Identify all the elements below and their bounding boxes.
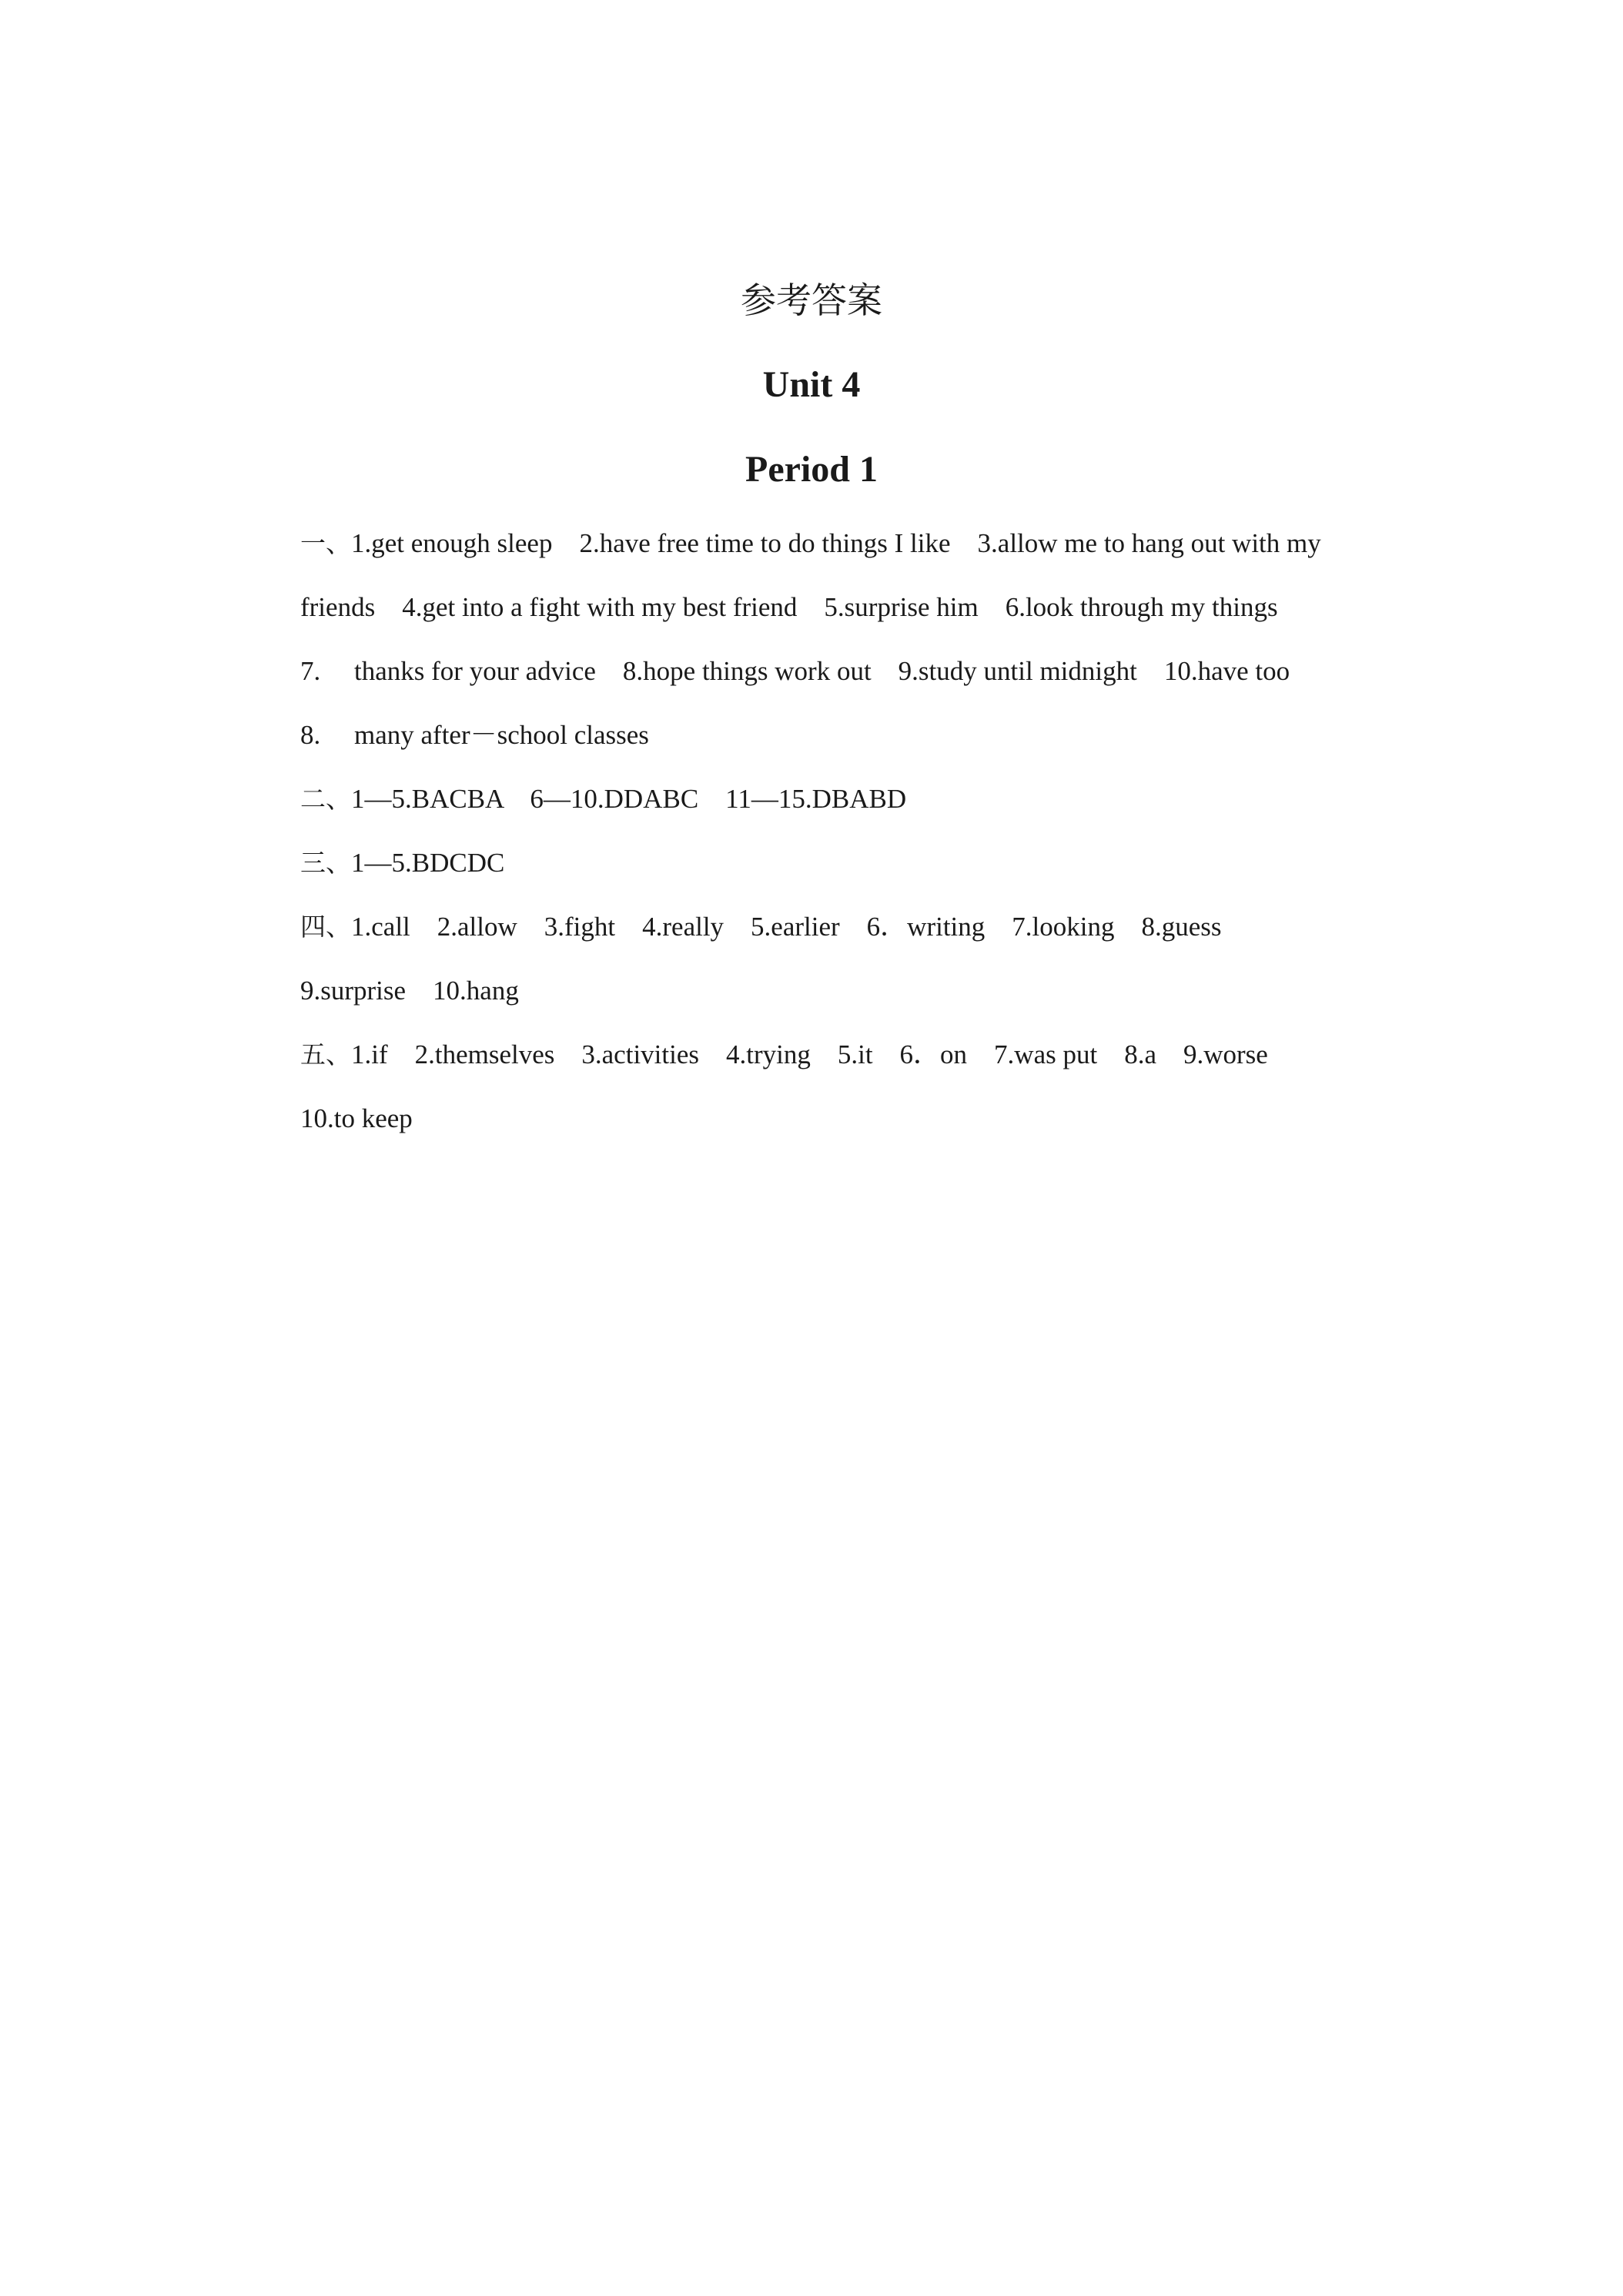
answer-text: 1.get enough sleep 2.have free time to do things I like 3.allow me to hang out with my — [351, 528, 1321, 558]
section-label: 三、 — [300, 848, 351, 878]
section-label: 二、 — [300, 784, 351, 814]
answer-line — [300, 524, 1394, 587]
answer-line — [300, 843, 1394, 907]
answer-line — [300, 779, 1394, 843]
unit-heading: Unit 4 — [762, 364, 861, 405]
answer-line — [300, 971, 1394, 1035]
section-label: 五、 — [300, 1039, 351, 1069]
answer-line — [300, 715, 1394, 779]
section-label: 一、 — [300, 528, 351, 558]
answer-line — [300, 587, 1394, 651]
answer-line — [300, 1099, 1394, 1163]
section-label: 四、 — [300, 912, 351, 942]
answer-text: 8. many after－school classes — [300, 720, 649, 750]
answer-list — [300, 524, 1394, 1163]
period-heading: Period 1 — [745, 449, 878, 490]
answer-line — [300, 1035, 1394, 1099]
answer-text: 1—5.BDCDC — [351, 848, 505, 878]
answer-line — [300, 907, 1394, 971]
answer-text: 9.surprise 10.hang — [300, 976, 519, 1006]
answer-text: 1—5.BACBA 6—10.DDABC 11—15.DBABD — [351, 784, 907, 814]
page-title: 参考答案 — [741, 279, 882, 321]
answer-text: 1.call 2.allow 3.fight 4.really 5.earlier 6．writing 7.looking 8.guess — [351, 912, 1222, 942]
answer-text: 10.to keep — [300, 1103, 413, 1133]
answer-text: 7. thanks for your advice 8.hope things work out 9.study until midnight 10.have too — [300, 656, 1290, 686]
answer-text: 1.if 2.themselves 3.activities 4.trying 5.it 6．on 7.was put 8.a 9.worse — [351, 1039, 1268, 1069]
answer-line — [300, 651, 1394, 715]
answer-text: friends 4.get into a fight with my best friend 5.surprise him 6.look through my things — [300, 592, 1278, 622]
